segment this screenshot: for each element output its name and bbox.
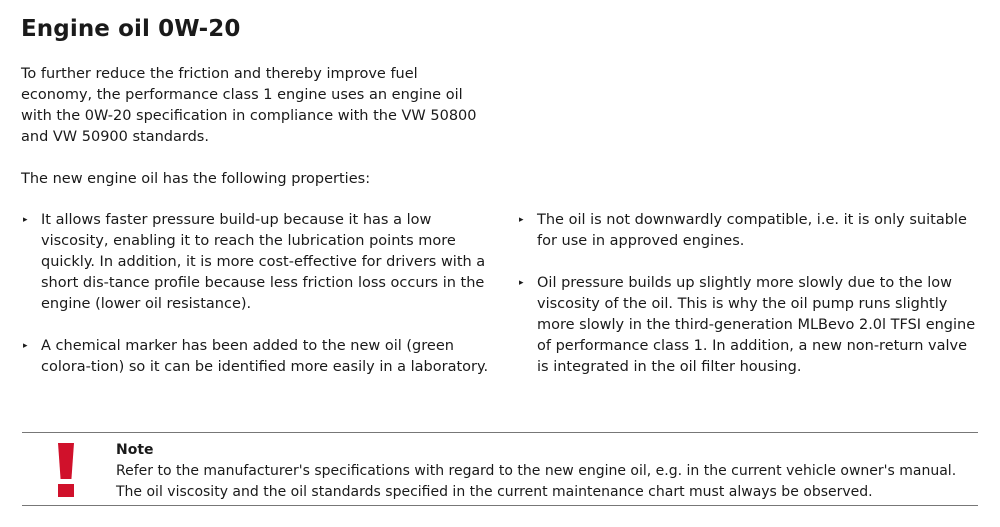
list-item: [21, 210, 496, 315]
exclamation-icon: [58, 443, 74, 497]
note-line: The oil viscosity and the oil standards specified in the current maintenance chart must always be observed.: [116, 484, 873, 500]
exclamation-bar: [58, 443, 74, 479]
bullet-text: Oil pressure builds up slightly more slowly due to the low viscosity of the oil. This is why the oil pump runs slightly more slowly in the third-generation MLBevo 2.0l TFSI engine of performance class 1. In addition, a new non-return valve is integrated in the oil filter housing.: [537, 275, 976, 375]
left-bullet-list: [21, 210, 496, 399]
list-item: [517, 210, 982, 252]
bullet-arrow-icon: ▸: [519, 215, 524, 225]
bullet-text: A chemical marker has been added to the new oil (green colora-tion) so it can be identified more easily in a laboratory.: [41, 338, 489, 375]
list-item: [517, 273, 982, 378]
page-title: Engine oil 0W-20: [21, 16, 241, 42]
note-content: [116, 440, 966, 503]
bullet-text: The oil is not downwardly compatible, i.e. it is only suitable for use in approved engines.: [537, 212, 967, 249]
bullet-arrow-icon: ▸: [519, 278, 524, 288]
right-bullet-list: [517, 210, 982, 399]
properties-lead-text: The new engine oil has the following properties:: [21, 171, 371, 187]
bullet-arrow-icon: ▸: [23, 341, 28, 351]
list-item: [21, 336, 496, 378]
note-title: Note: [116, 442, 154, 458]
bullet-text: It allows faster pressure build-up because it has a low viscosity, enabling it to reach the lubrication points more quickly. In addition, it is more cost-effective for drivers with a short dis-tance profile because less friction loss occurs in the engine (lower oil resistance).: [41, 212, 486, 312]
intro-paragraph: To further reduce the friction and thereby improve fuel economy, the performance class 1 engine uses an engine oil with the 0W-20 specification in compliance with the VW 50800 and VW 50900 standards.: [21, 66, 477, 145]
bullet-arrow-icon: ▸: [23, 215, 28, 225]
note-box: [22, 432, 978, 506]
exclamation-dot: [58, 484, 74, 497]
note-line: Refer to the manufacturer's specifications with regard to the new engine oil, e.g. in the current vehicle owner's manual.: [116, 463, 957, 479]
